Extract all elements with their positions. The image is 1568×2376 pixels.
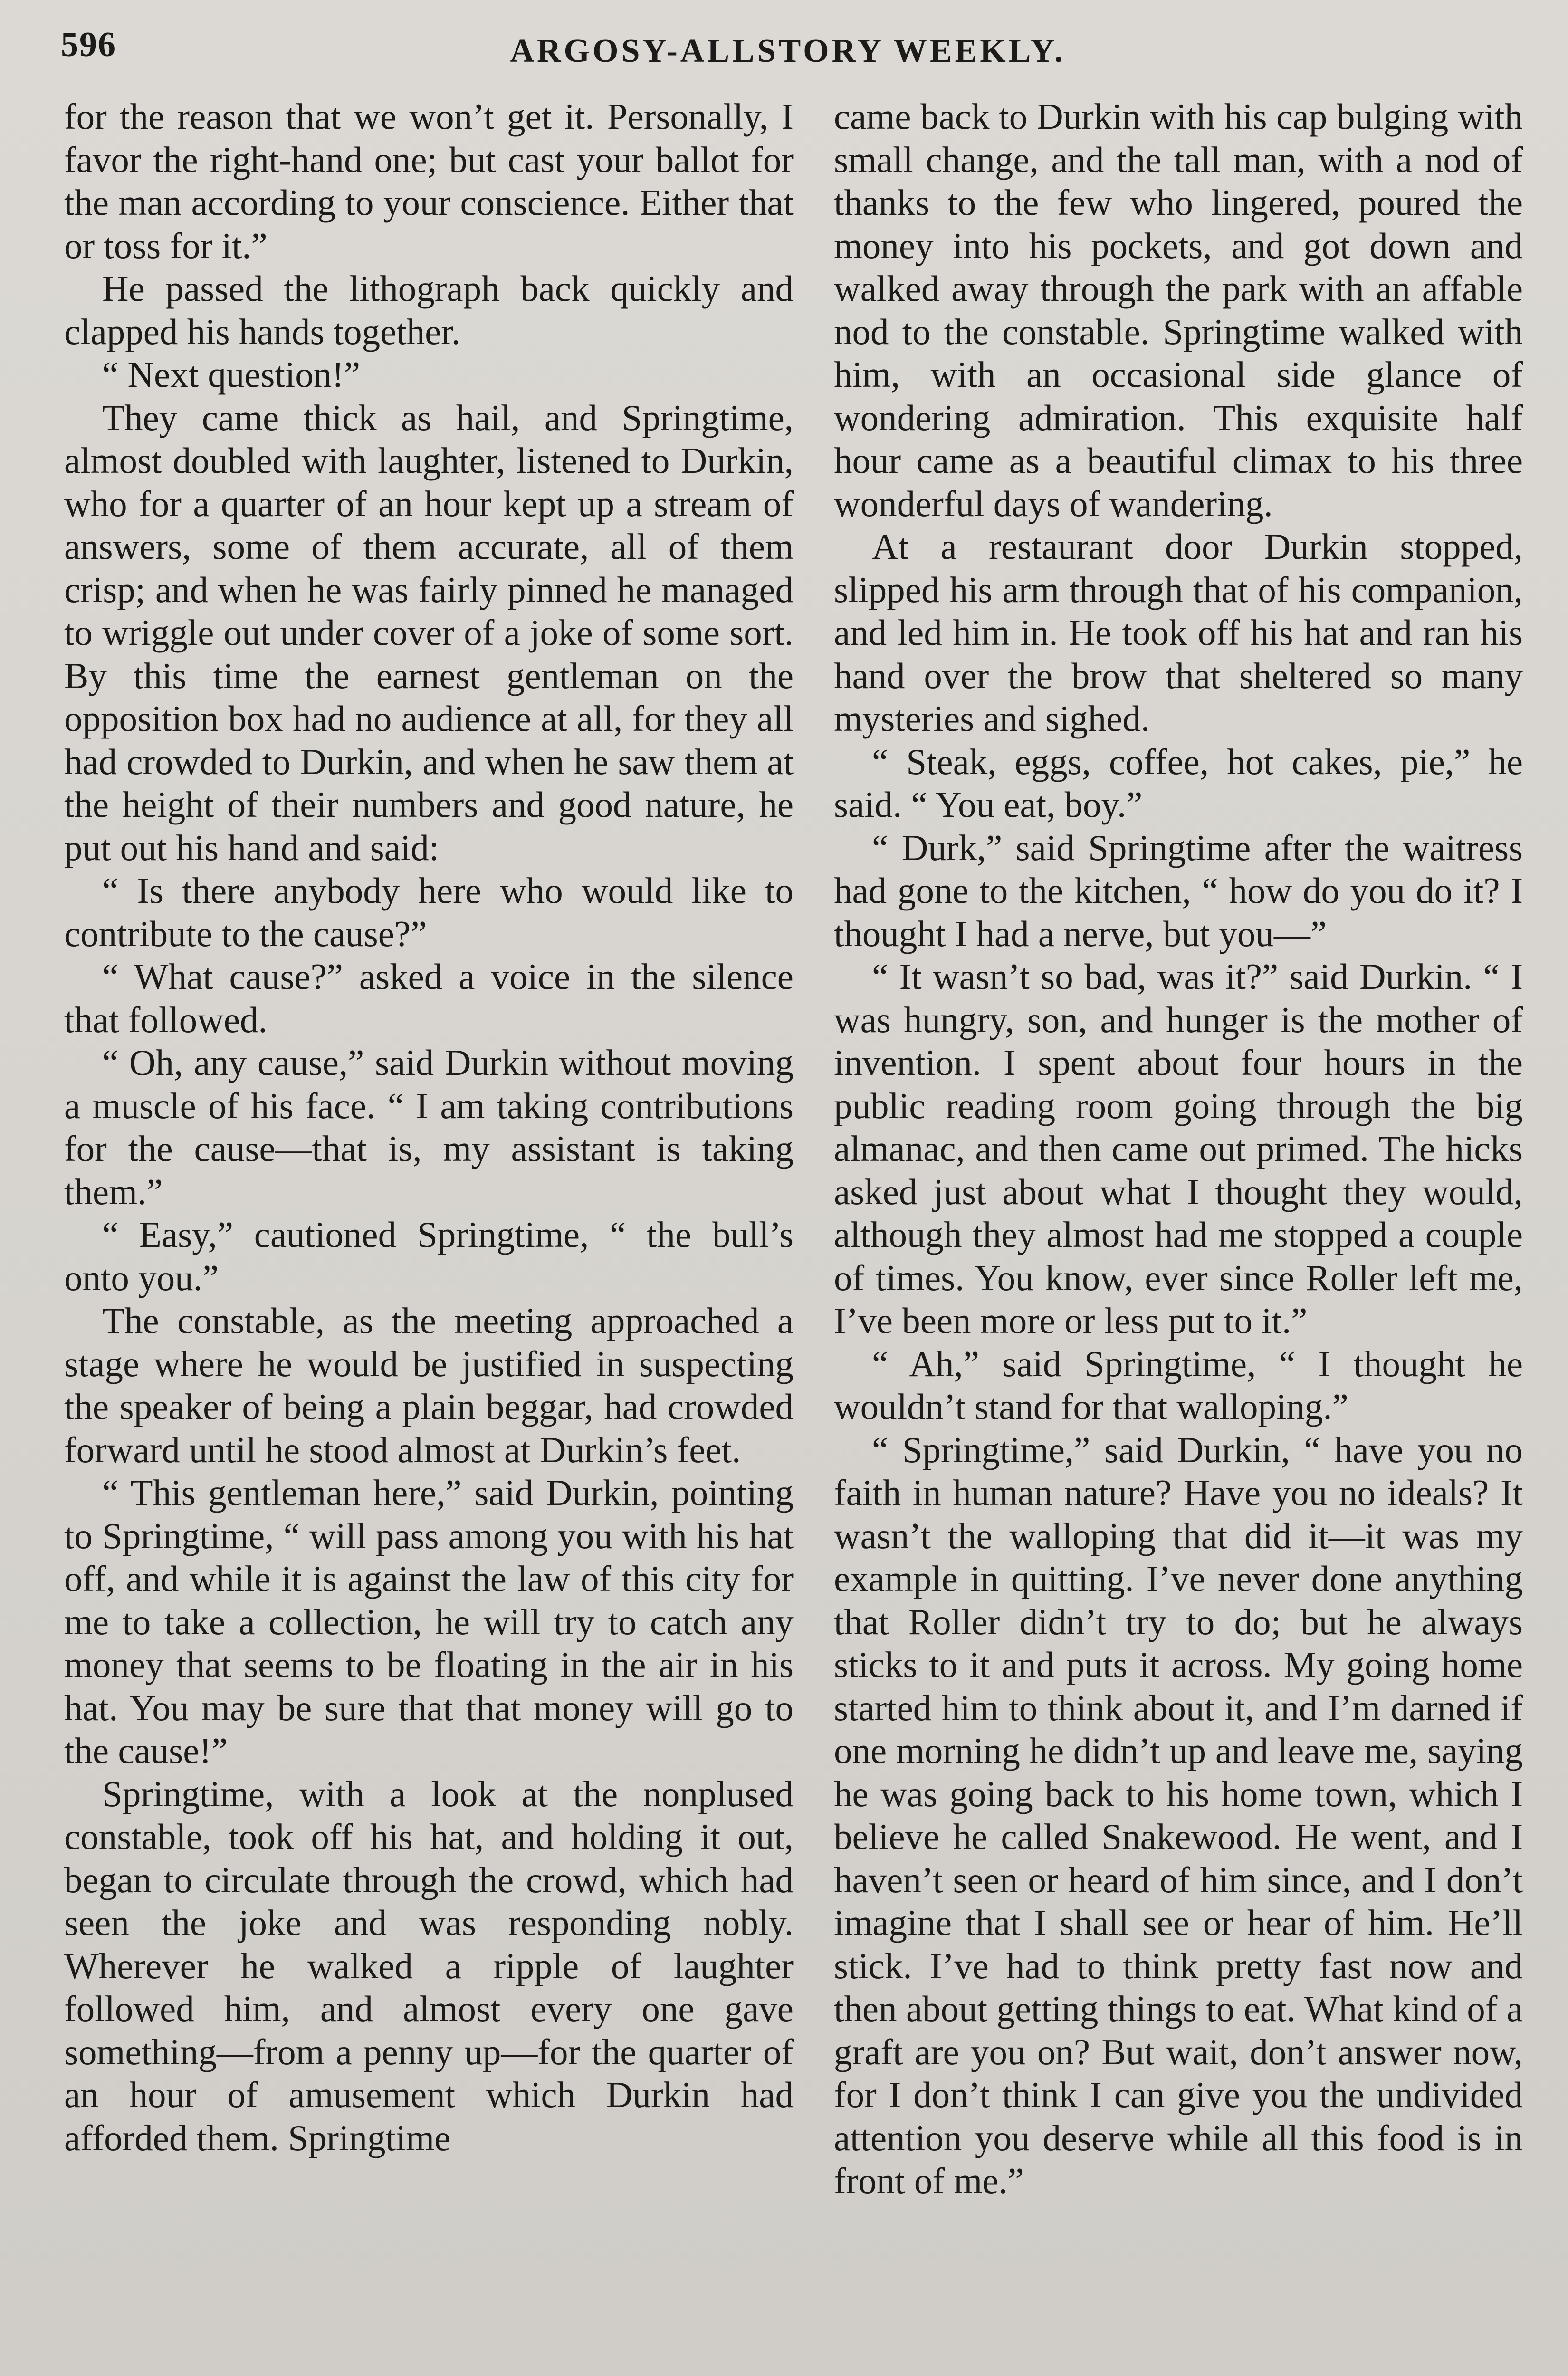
paragraph: “ Springtime,” said Durkin, “ have you no faith in human nature? Have you no ideals? It wasn’t the walloping that did it—it was my example in quitting. I’ve never done anything that Roller didn’t try to do; but he always sticks to it and puts it across. My going home started him to think about it, and I’m darned if one morning he didn’t up and leave me, saying he was going back to his home town, which I believe he called Snakewood. He went, and I haven’t seen or heard of him since, and I don’t imagine that I shall see or hear of him. He’ll stick. I’ve had to think pretty fast now and then about getting things to eat. What kind of a graft are you on? But wait, don’t answer now, for I don’t think I can give you the undivided attention you deserve while all this food is in front of me.” — [834, 1429, 1523, 2201]
paragraph: “ Oh, any cause,” said Durkin without moving a muscle of his face. “ I am taking contributions for the cause—that is, my assistant is taking them.” — [64, 1042, 794, 1212]
paragraph: “ It wasn’t so bad, was it?” said Durkin. “ I was hungry, son, and hunger is the mother of invention. I spent about four hours in the public reading room going through the big almanac, and then came out primed. The hicks asked just about what I thought they would, although they almost had me stopped a couple of times. You know, ever since Roller left me, I’ve been more or less put to it.” — [834, 956, 1523, 1341]
paragraph: “ Easy,” cautioned Springtime, “ the bull’s onto you.” — [64, 1214, 794, 1298]
paragraph: “ Is there anybody here who would like to contribute to the cause?” — [64, 870, 794, 954]
page-header — [61, 25, 1515, 82]
paragraph: Springtime, with a look at the nonplused constable, took off his hat, and holding it out, began to circulate through the crowd, which had seen the joke and was responding nobly. Wherever he walked a ripple of laughter followed him, and almost every one gave something—from a penny up—for the quarter of an hour of amusement which Durkin had afforded them. Springtime — [64, 1773, 794, 2158]
paragraph: “ What cause?” asked a voice in the silence that followed. — [64, 956, 794, 1040]
paragraph: “ Next question!” — [102, 354, 361, 395]
paragraph: for the reason that we won’t get it. Personally, I favor the right-hand one; but cast your ballot for the man according to your conscience. Either that or toss for it.” — [64, 96, 794, 266]
text-column-left — [64, 95, 794, 2376]
paragraph: He passed the lithograph back quickly and clapped his hands together. — [64, 268, 794, 352]
paragraph: came back to Durkin with his cap bulging with small change, and the tall man, with a nod of thanks to the few who lingered, poured the money into his pockets, and got down and walked away through the park with an affable nod to the constable. Springtime walked with him, with an occasional side glance of wondering admiration. This exquisite half hour came as a beautiful climax to his three wonderful days of wandering. — [834, 96, 1523, 524]
paragraph: “ Steak, eggs, coffee, hot cakes, pie,” he said. “ You eat, boy.” — [834, 741, 1523, 825]
paragraph: At a restaurant door Durkin stopped, slipped his arm through that of his companion, and led him in. He took off his hat and ran his hand over the brow that sheltered so many mysteries and sighed. — [834, 526, 1523, 739]
page-number: 596 — [61, 25, 116, 64]
paragraph: “ Durk,” said Springtime after the waitress had gone to the kitchen, “ how do you do it? I thought I had a nerve, but you—” — [834, 827, 1523, 954]
paragraph: The constable, as the meeting approached a stage where he would be justified in suspecting the speaker of being a plain beggar, had crowded forward until he stood almost at Durkin’s feet. — [64, 1300, 794, 1470]
running-title: ARGOSY-ALLSTORY WEEKLY. — [510, 33, 1066, 69]
paragraph: They came thick as hail, and Springtime, almost doubled with laughter, listened to Durkin, who for a quarter of an hour kept up a stream of answers, some of them accurate, all of them crisp; and when he was fairly pinned he managed to wriggle out under cover of a joke of some sort. By this time the earnest gentleman on the opposition box had no audience at all, for they all had crowded to Durkin, and when he saw them at the height of their numbers and good nature, he put out his hand and said: — [64, 397, 794, 868]
paragraph: “ This gentleman here,” said Durkin, pointing to Springtime, “ will pass among you with his hat off, and while it is against the law of this city for me to take a collection, he will try to catch any money that seems to be floating in the air in his hat. You may be sure that that money will go to the cause!” — [64, 1472, 794, 1771]
text-column-right — [834, 95, 1523, 2376]
paragraph: “ Ah,” said Springtime, “ I thought he wouldn’t stand for that walloping.” — [834, 1343, 1523, 1427]
